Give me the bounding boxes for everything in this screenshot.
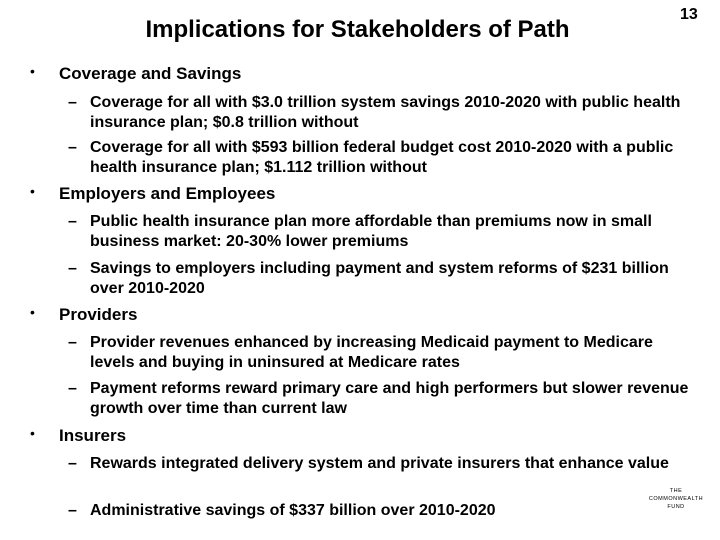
commonwealth-fund-logo: [638, 487, 714, 511]
slide-title-text: Implications for Stakeholders of Path: [145, 16, 570, 43]
bullet-icon: •: [30, 304, 35, 320]
dash-icon: –: [68, 455, 77, 472]
list-item: [68, 454, 698, 474]
list-item-text: Coverage for all with $3.0 trillion system savings 2010-2020 with public health insurance plan; $0.8 trillion without: [90, 94, 681, 131]
list-item-text: Provider revenues enhanced by increasing Medicaid payment to Medicare levels and buying in uninsured at Medicare rates: [90, 334, 653, 371]
dash-icon: –: [68, 502, 77, 519]
logo-line: THE: [669, 488, 683, 494]
dash-icon: –: [68, 94, 77, 111]
list-item: [68, 93, 698, 133]
list-item: [68, 379, 698, 419]
list-item: [68, 138, 698, 178]
dash-icon: –: [68, 380, 77, 397]
bullet-icon: •: [30, 63, 35, 79]
section-heading: Providers: [59, 305, 138, 324]
dash-icon: –: [68, 334, 77, 351]
list-item-text: Administrative savings of $337 billion over 2010-2020: [90, 502, 496, 519]
list-item-text: Public health insurance plan more affordable than premiums now in small business market: 20-30% lower premiums: [90, 213, 652, 250]
bullet-icon: •: [30, 183, 35, 199]
bullet-icon: •: [30, 425, 35, 441]
dash-icon: –: [68, 260, 77, 277]
dash-icon: –: [68, 213, 77, 230]
slide-title: [0, 16, 720, 44]
list-item-text: Savings to employers including payment and system reforms of $231 billion over 2010-2020: [90, 260, 669, 297]
list-item: [68, 333, 698, 373]
list-item: [68, 212, 698, 252]
list-item: [68, 259, 698, 299]
logo-line: FUND: [667, 504, 685, 510]
dash-icon: –: [68, 139, 77, 156]
list-item-text: Rewards integrated delivery system and private insurers that enhance value: [90, 455, 669, 472]
page-number: 13: [680, 6, 698, 23]
list-item: [68, 501, 698, 521]
section-heading: Insurers: [59, 426, 127, 445]
section-heading: Coverage and Savings: [59, 64, 242, 83]
section-heading: Employers and Employees: [59, 184, 276, 203]
logo-line: COMMONWEALTH: [648, 496, 704, 502]
list-item-text: Payment reforms reward primary care and high performers but slower revenue growth over time than current law: [90, 380, 689, 417]
list-item-text: Coverage for all with $593 billion federal budget cost 2010-2020 with a public health insurance plan; $1.112 trillion without: [90, 139, 674, 176]
